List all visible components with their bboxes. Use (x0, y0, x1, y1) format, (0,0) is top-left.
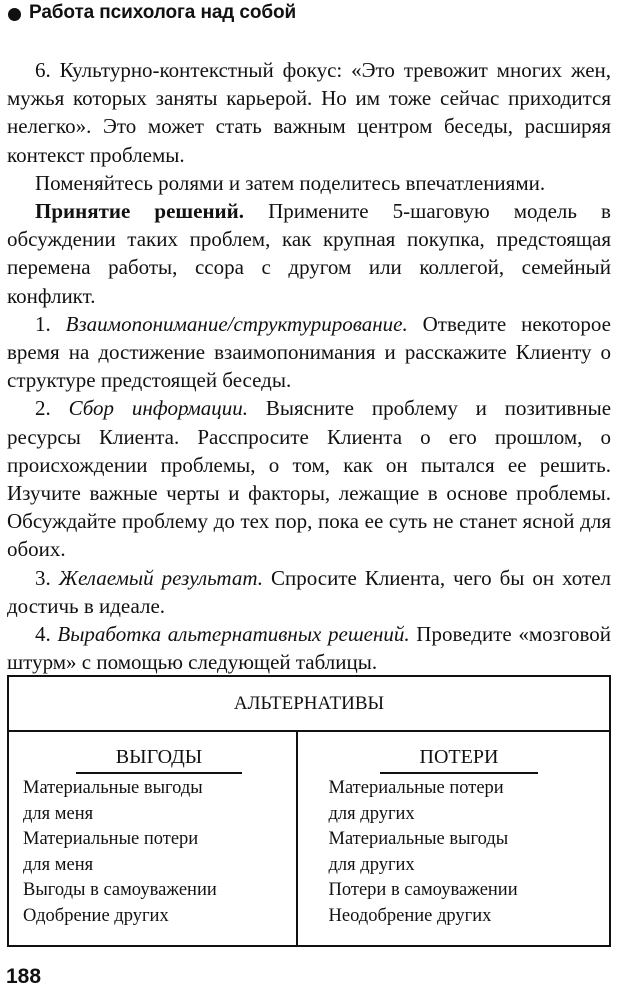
step-2-text: Выясните проблему и позитивные ресурсы Клиента. Расспросите Клиента о его прошлом, о происхождении проблемы, о том, как он пытался ее решить. Изучите важные черты и факторы, лежащие в основе проблемы. Обсуждайте проблему до тех пор, пока ее суть не станет ясной для обоих. (7, 396, 612, 562)
step-1-number: 1. (35, 311, 66, 336)
running-header-title: Работа психолога над собой (29, 2, 297, 23)
benefits-line: для меня (23, 803, 94, 824)
step-3-number: 3. (35, 565, 59, 590)
decision-making-heading: Принятие решений. (35, 199, 244, 224)
benefits-column-header (9, 732, 309, 776)
losses-line: для других (328, 854, 415, 875)
paragraph-step-2 (7, 394, 611, 563)
paragraph-decision-making (7, 197, 611, 310)
losses-line: Потери в самоуважении (328, 880, 518, 900)
paragraph-step-4 (7, 620, 611, 676)
step-1-text: Отведите некоторое время на достижение взаимопонимания и расскажите Клиенту о структуре предстоящей беседы. (7, 311, 612, 393)
step-1-title: Взаимопонимание/структурирование. (65, 311, 408, 336)
table-column-headers (9, 732, 609, 776)
paragraph-switch-roles: Поменяйтесь ролями и затем поделитесь впечатлениями. (35, 170, 546, 195)
step-2-number: 2. (35, 396, 69, 421)
table-body (9, 776, 609, 929)
step-4-number: 4. (35, 622, 58, 647)
losses-line: Неодобрение других (328, 905, 492, 926)
benefits-line: для меня (23, 854, 94, 875)
benefits-line: Одобрение других (23, 905, 169, 926)
benefits-header-label: ВЫГОДЫ (76, 746, 242, 774)
running-header (8, 2, 296, 24)
column-divider (296, 730, 298, 945)
step-4-title: Выработка альтернативных решений. (57, 622, 410, 647)
body-text (7, 56, 611, 676)
benefits-line: Материальные потери (23, 829, 199, 849)
step-4-text: Проведите «мозговой штурм» с помощью следующей таблицы. (7, 622, 612, 675)
benefits-column (9, 776, 304, 929)
alternatives-table (7, 675, 611, 947)
benefits-line: Выгоды в самоуважении (23, 880, 217, 900)
step-3-text: Спросите Клиента, чего бы он хотел достичь в идеале. (7, 565, 611, 618)
losses-line: для других (328, 803, 415, 824)
paragraph-step-3 (7, 564, 611, 620)
decision-making-text: Примените 5-шаговую модель в обсуждении таких проблем, как крупная покупка, предстоящая перемена работы, ссора с другом или коллегой, семейный конфликт. (7, 199, 611, 308)
paragraph-step-1 (7, 310, 611, 395)
losses-line: Материальные выгоды (328, 829, 509, 849)
step-2-title: Сбор информации. (68, 396, 249, 421)
benefits-line: Материальные выгоды (23, 778, 203, 798)
page-number: 188 (6, 965, 42, 988)
losses-line: Материальные потери (328, 778, 504, 798)
paragraph-cultural-focus: 6. Культурно-контекстный фокус: «Это тревожит многих жен, мужья которых заняты карьерой. Но им тоже сейчас приходится нелегко». Это может стать важным центром беседы, расширяя контекст проблемы. (7, 58, 611, 167)
losses-header-label: ПОТЕРИ (380, 746, 539, 774)
bullet-icon (8, 8, 21, 21)
step-3-title: Желаемый результат. (58, 565, 263, 590)
table-title: АЛЬТЕРНАТИВЫ (9, 677, 609, 732)
losses-column-header (309, 732, 609, 776)
losses-column (304, 776, 610, 929)
